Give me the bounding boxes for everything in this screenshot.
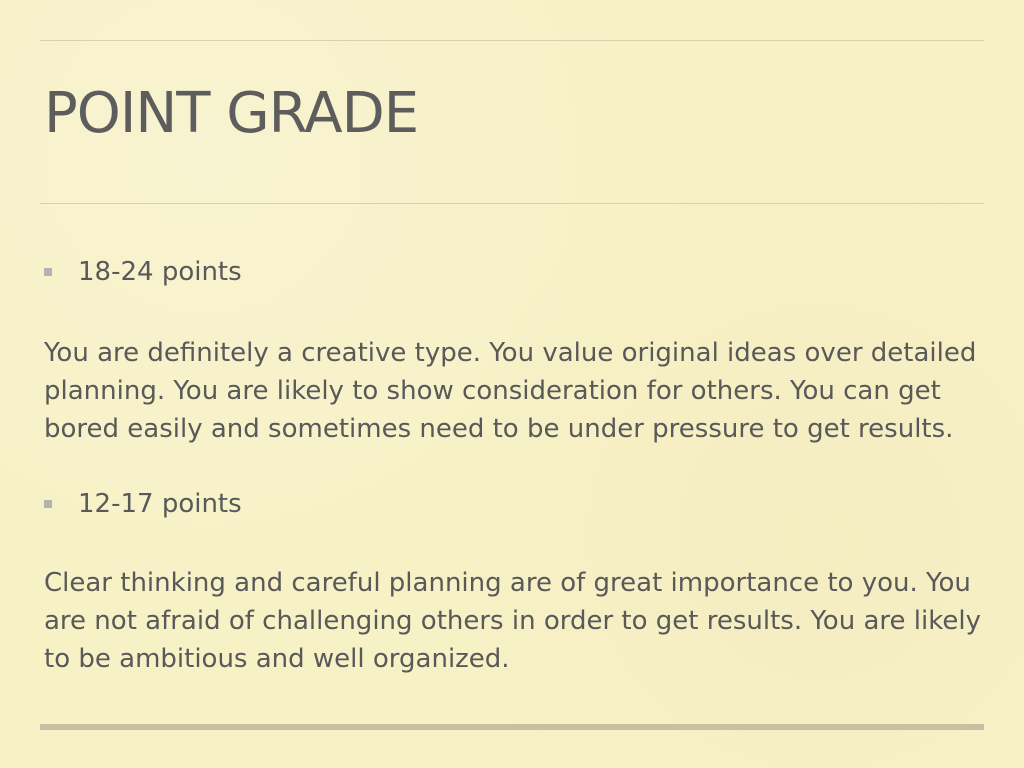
score-range-label: 12-17 points	[78, 489, 242, 519]
page-title: POINT GRADE	[44, 81, 419, 146]
score-range-bullet	[44, 256, 242, 288]
score-range-bullet	[44, 488, 242, 520]
bottom-divider	[40, 724, 984, 730]
score-range-description: You are definitely a creative type. You value original ideas over detailed planning. You are likely to show consideration for others. You can get bored easily and sometimes need to be under pressure to get results.	[44, 338, 977, 444]
score-range-label: 18-24 points	[78, 257, 242, 287]
top-divider	[40, 40, 984, 41]
square-bullet-icon	[44, 268, 52, 276]
title-divider	[40, 203, 984, 204]
square-bullet-icon	[44, 500, 52, 508]
score-range-description: Clear thinking and careful planning are of great importance to you. You are not afraid of challenging others in order to get results. You are likely to be ambitious and well organized.	[44, 568, 981, 674]
